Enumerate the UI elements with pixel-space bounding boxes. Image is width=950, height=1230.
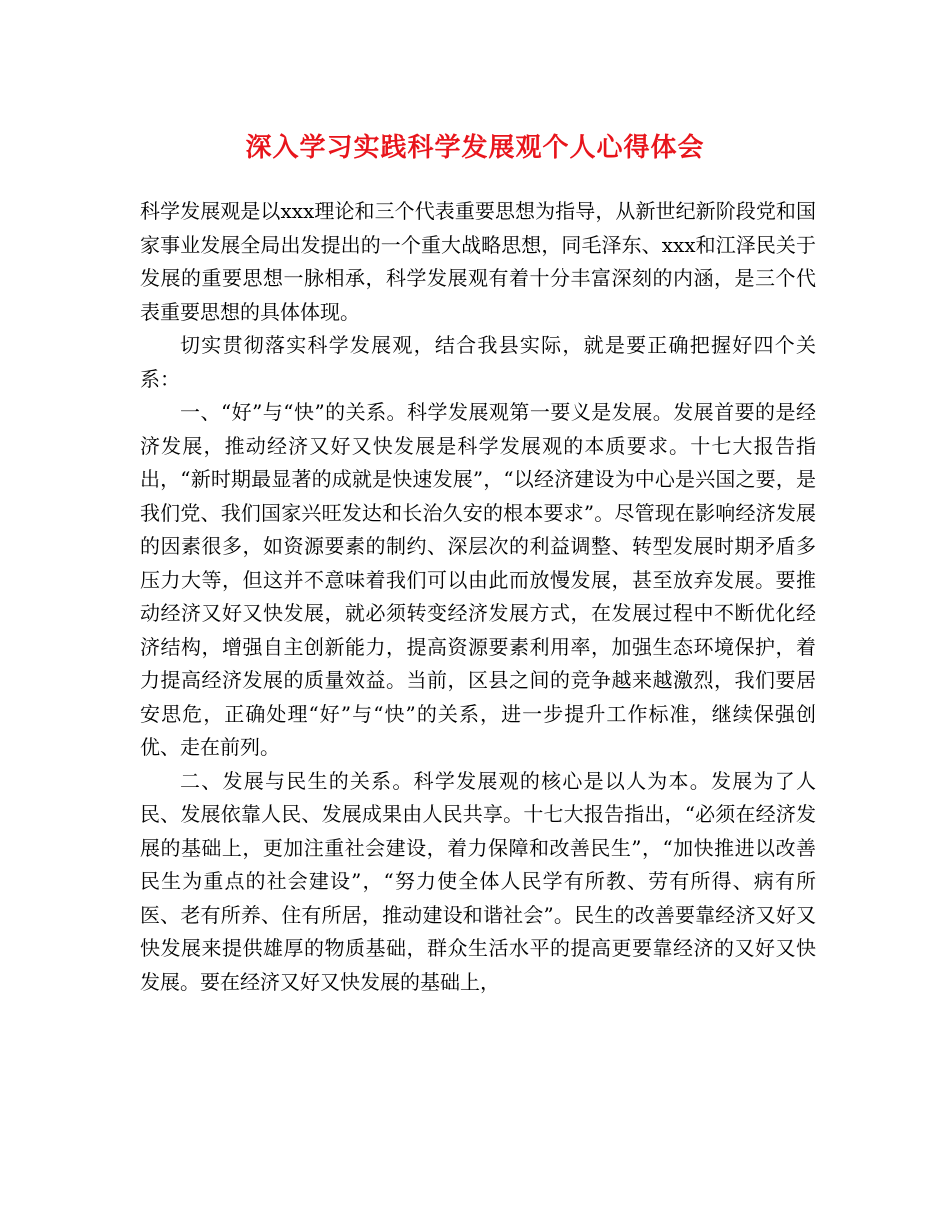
- paragraph-four-relations: 切实贯彻落实科学发展观，结合我县实际，就是要正确把握好四个关系：: [140, 333, 816, 391]
- document-title: 深入学习实践科学发展观个人心得体会: [245, 133, 705, 163]
- paragraph-development-and-livelihood: 二、发展与民生的关系。科学发展观的核心是以人为本。发展为了人民、发展依靠人民、发展成果由人民共享。十七大报告指出，“必须在经济发展的基础上，更加注重社会建设，着力保障和改善民生”，“加快推进以改善民生为重点的社会建设”，“努力使全体人民学有所教、劳有所得、病有所医、老有所养、住有所居，推动建设和谐社会”。民生的改善要靠经济又好又快发展来提供雄厚的物质基础，群众生活水平的提高更要靠经济的又好又快发展。要在经济又好又快发展的基础上，: [140, 768, 816, 994]
- paragraph-good-and-fast: 一、“好”与“快”的关系。科学发展观第一要义是发展。发展首要的是经济发展，推动经济又好又快发展是科学发展观的本质要求。十七大报告指出，“新时期最显著的成就是快速发展”，“以经济建设为中心是兴国之要，是我们党、我们国家兴旺发达和长治久安的根本要求”。尽管现在影响经济发展的因素很多，如资源要素的制约、深层次的利益调整、转型发展时期矛盾多压力大等，但这并不意味着我们可以由此而放慢发展，甚至放弃发展。要推动经济又好又快发展，就必须转变经济发展方式，在发展过程中不断优化经济结构，增强自主创新能力，提高资源要素利用率，加强生态环境保护，着力提高经济发展的质量效益。当前，区县之间的竞争越来越激烈，我们要居安思危，正确处理“好”与“快”的关系，进一步提升工作标准，继续保强创优、走在前列。: [140, 400, 816, 759]
- document-body: [140, 195, 816, 999]
- paragraph-intro: 科学发展观是以xxx理论和三个代表重要思想为指导，从新世纪新阶段党和国家事业发展全局出发提出的一个重大战略思想，同毛泽东、xxx和江泽民关于发展的重要思想一脉相承，科学发展观有着十分丰富深刻的内涵，是三个代表重要思想的具体体现。: [140, 199, 816, 324]
